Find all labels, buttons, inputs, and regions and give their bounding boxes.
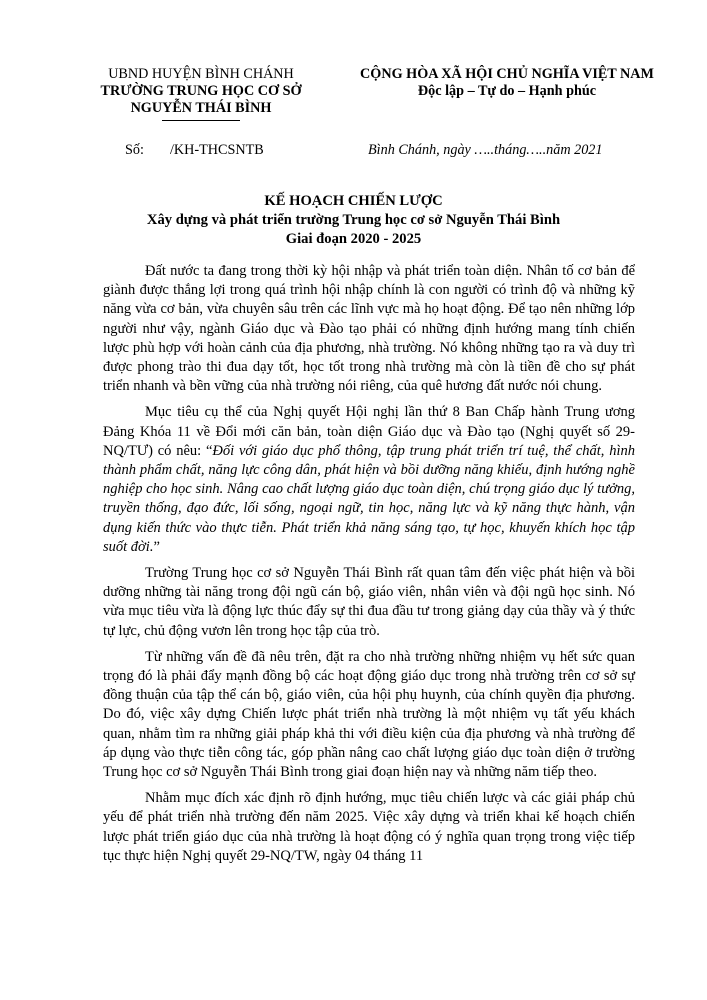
place-and-date: Bình Chánh, ngày …..tháng…..năm 2021	[368, 142, 603, 158]
school-name-line1: TRƯỜNG TRUNG HỌC CƠ SỞ	[100, 83, 302, 99]
national-motto: Độc lập – Tự do – Hạnh phúc	[417, 83, 597, 99]
national-header	[346, 66, 668, 100]
paragraph-4: Từ những vấn đề đã nêu trên, đặt ra cho nhà trường những nhiệm vụ hết sức quan trọng đó là phải đẩy mạnh đồng bộ các hoạt động giáo dục trong nhà trường trên cơ sở sự đồng thuận của tập thể cán bộ, giáo viên, của hội phụ huynh, của chính quyền địa phương. Do đó, việc xây dựng Chiến lược phát triển nhà trường là một nhiệm vụ tất yếu khách quan, nhằm tìm ra những giải pháp khả thi với điều kiện của địa phương và nhà trường để áp dụng vào thực tiễn công tác, góp phần nâng cao chất lượng giáo dục toàn diện ở trường Trung học cơ sở Nguyễn Thái Bình trong giai đoạn hiện nay và những năm tiếp theo.	[103, 648, 635, 781]
paragraph-2-end: ”	[153, 538, 160, 555]
title-line2: Xây dựng và phát triển trường Trung học cơ sở Nguyễn Thái Bình	[146, 212, 561, 228]
paragraph-1: Đất nước ta đang trong thời kỳ hội nhập và phát triển toàn diện. Nhân tố cơ bản để giành được thắng lợi trong quá trình hội nhập chính là con người có trình độ và những kỹ năng vừa cơ bản, vừa chuyên sâu trên các lĩnh vực mà họ hoạt động. Để tạo nên những lớp người như vậy, ngành Giáo dục và Đào tạo phải có những định hướng mang tính chiến lược phù hợp với hoàn cảnh của địa phương, nhà trường. Nó không những tạo ra và duy trì được phong trào thi đua dạy tốt, học tốt trong nhà trường mà còn là tiền đề cho sự phát triển nhanh và bền vững của nhà trường nói riêng, của quê hương đất nước nói chung.	[103, 263, 635, 395]
document-number-code: /KH-THCSNTB	[169, 142, 264, 158]
document-body	[103, 262, 635, 873]
national-title: CỘNG HÒA XÃ HỘI CHỦ NGHĨA VIỆT NAM	[360, 66, 654, 82]
document-number	[125, 142, 264, 159]
agency-underline	[162, 120, 240, 121]
title-line3: Giai đoạn 2020 - 2025	[285, 231, 422, 247]
document-title	[70, 192, 637, 249]
paragraph-3: Trường Trung học cơ sở Nguyễn Thái Bình rất quan tâm đến việc phát hiện và bồi dưỡng những tài năng trong đội ngũ cán bộ, giáo viên, nhân viên và đội ngũ học sinh. Nó vừa mục tiêu vừa là động lực thúc đẩy sự thi đua đầu tư trong giảng dạy của thầy và ý thức tự lực, chủ động vươn lên trong học tập của trò.	[103, 565, 635, 639]
district-committee-name: UBND HUYỆN BÌNH CHÁNH	[108, 66, 294, 82]
document-number-label: Số:	[125, 142, 144, 158]
paragraph-2	[103, 403, 635, 557]
school-name-line2: NGUYỄN THÁI BÌNH	[130, 100, 272, 116]
title-line1: KẾ HOẠCH CHIẾN LƯỢC	[264, 193, 443, 209]
issuing-agency	[72, 66, 330, 121]
paragraph-5: Nhằm mục đích xác định rõ định hướng, mục tiêu chiến lược và các giải pháp chủ yếu để phát triển nhà trường đến năm 2025. Việc xây dựng và triển khai kế hoạch chiến lược phát triển giáo dục của nhà trường là hoạt động có ý nghĩa quan trọng trong việc tiếp tục thực hiện Nghị quyết 29-NQ/TW, ngày 04 tháng 11	[103, 790, 635, 864]
paragraph-2-intro: Mục tiêu cụ thể của Nghị quyết Hội nghị lần thứ 8 Ban Chấp hành Trung ương Đảng Khóa 11 về Đổi mới căn bản, toàn diện Giáo dục và Đào tạo (Nghị quyết số 29-NQ/TƯ) có nêu: “	[103, 404, 635, 459]
paragraph-2-quote: Đối với giáo dục phổ thông, tập trung phát triển trí tuệ, thể chất, hình thành phẩm chất, năng lực công dân, phát hiện và bồi dưỡng năng khiếu, định hướng nghề nghiệp cho học sinh. Nâng cao chất lượng giáo dục toàn diện, chú trọng giáo dục lý tưởng, truyền thống, đạo đức, lối sống, ngoại ngữ, tin học, năng lực và kỹ năng thực hành, vận dụng kiến thức vào thực tiễn. Phát triển khả năng sáng tạo, tự học, khuyến khích học tập suốt đời.	[103, 442, 636, 555]
